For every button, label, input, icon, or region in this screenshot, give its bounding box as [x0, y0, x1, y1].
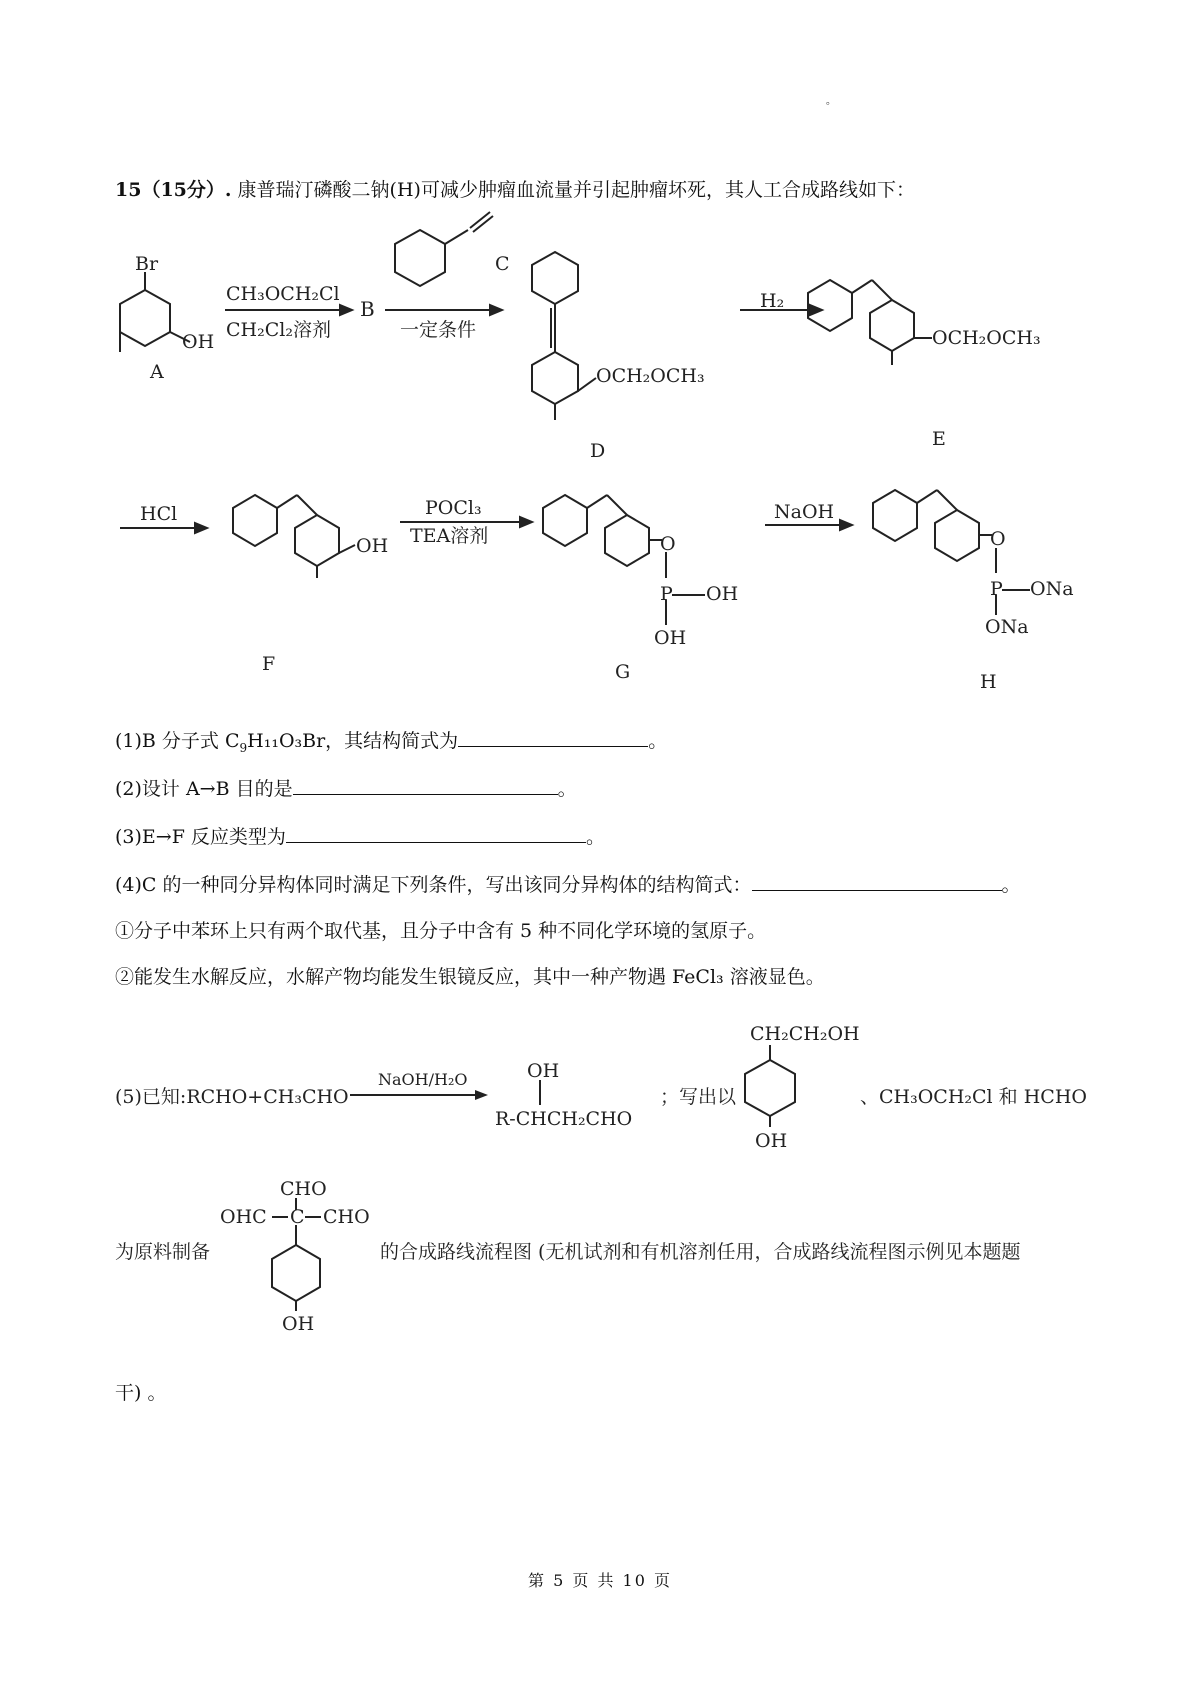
question-number: 15（15分）. [115, 179, 232, 201]
part-3-period: 。 [585, 826, 605, 848]
part-5-end: 干) 。 [115, 1382, 167, 1404]
molecule-f-label: F [262, 653, 276, 675]
step4-reagent: HCl [140, 503, 178, 525]
target-central-c: C [290, 1206, 305, 1228]
target-cho-top: CHO [280, 1178, 327, 1200]
part-1-prefix: (1)B 分子式 C [115, 730, 240, 752]
question-text: 康普瑞汀磷酸二钠(H)可减少肿瘤血流量并引起肿瘤坏死，其人工合成路线如下： [237, 179, 915, 201]
molecule-f-ring-bottom [295, 515, 339, 566]
h-o-label: O [990, 528, 1006, 550]
molecule-d-label: D [590, 440, 606, 462]
g-oh-right: OH [706, 583, 739, 605]
answer-blank-3[interactable] [286, 822, 586, 843]
g-o-label: O [660, 533, 676, 555]
part-4-period: 。 [1001, 874, 1021, 896]
molecule-h-label: H [980, 671, 997, 693]
part-2 [115, 774, 577, 802]
step2-condition: 一定条件 [400, 319, 477, 341]
question-title [115, 175, 915, 202]
answer-blank-2[interactable] [293, 774, 558, 795]
molecule-e-label: E [932, 428, 946, 450]
step5-reagent: POCl₃ [425, 497, 482, 519]
molecule-d-ring-bottom [532, 352, 578, 404]
condition-2: ②能发生水解反应，水解产物均能发生银镜反应，其中一种产物遇 FeCl₃ 溶液显色。 [115, 966, 825, 988]
part-5-tail: 的合成路线流程图 (无机试剂和有机溶剂任用，合成路线流程图示例见本题题 [380, 1241, 1021, 1263]
molecule-a-ring [120, 290, 170, 346]
a-br-label: Br [135, 253, 159, 275]
condition-1: ①分子中苯环上只有两个取代基，且分子中含有 5 种不同化学环境的氢原子。 [115, 920, 767, 942]
part-4 [115, 870, 1021, 898]
molecule-g-ring-bottom [605, 515, 649, 566]
h-p-label: P [990, 578, 1003, 600]
h-ona-right: ONa [1030, 578, 1074, 600]
part-1-text: H₁₁O₃Br，其结构简式为 [247, 730, 459, 752]
part-5-mid: ；写出以 [660, 1086, 737, 1108]
part-5-condition: NaOH/H₂O [378, 1070, 468, 1089]
molecule-c-label: C [495, 253, 510, 275]
part-3 [115, 822, 605, 850]
step1-reagent: CH₃OCH₂Cl [226, 283, 340, 305]
part-2-text: (2)设计 A→B 目的是 [115, 778, 293, 800]
start-material-top: CH₂CH₂OH [750, 1023, 860, 1045]
target-ring [272, 1245, 320, 1301]
part-4-text: (4)C 的一种同分异构体同时满足下列条件，写出该同分异构体的结构简式： [115, 874, 752, 896]
step6-reagent: NaOH [774, 501, 835, 523]
page-dot: 。 [826, 96, 836, 107]
molecule-h-ring-top [873, 490, 917, 541]
part-5-product: R-CHCH₂CHO [495, 1108, 633, 1130]
d-mom-label: OCH₂OCH₃ [596, 365, 705, 387]
molecule-e-ring-bottom [870, 300, 914, 351]
synthesis-scheme [0, 200, 1200, 720]
h-ona-bottom: ONa [985, 616, 1029, 638]
page-footer: 第 5 页 共 10 页 [528, 1571, 672, 1590]
part-5-make: 为原料制备 [115, 1241, 211, 1263]
a-oh-label: OH [182, 331, 215, 353]
target-ohc: OHC [220, 1206, 267, 1228]
molecule-g-label: G [615, 661, 631, 683]
step1-solvent: CH₂Cl₂溶剂 [226, 319, 331, 341]
molecule-d-ring-top [532, 252, 578, 304]
part-1-subscript: 9 [239, 740, 248, 755]
start-material-bottom: OH [755, 1130, 788, 1152]
part-5-figure [0, 1005, 1200, 1335]
f-oh-label: OH [356, 535, 389, 557]
answer-blank-4[interactable] [752, 870, 1002, 891]
target-oh: OH [282, 1313, 315, 1335]
answer-blank-1[interactable] [458, 726, 648, 747]
molecule-e-ring-top [808, 280, 852, 331]
part-5-known: (5)已知:RCHO+CH₃CHO [115, 1086, 349, 1108]
molecule-c-ring [395, 230, 445, 286]
part-5-reagents: 、CH₃OCH₂Cl 和 HCHO [860, 1086, 1087, 1108]
e-mom-label: OCH₂OCH₃ [932, 327, 1041, 349]
molecule-f-ring-top [233, 495, 277, 546]
start-material-ring [745, 1060, 795, 1116]
molecule-g-ring-top [543, 495, 587, 546]
step5-solvent: TEA溶剂 [410, 525, 489, 547]
g-oh-bottom: OH [654, 627, 687, 649]
part-1-period: 。 [648, 730, 668, 752]
molecule-b-label: B [360, 297, 375, 321]
part-5-product-oh: OH [527, 1060, 560, 1082]
part-3-text: (3)E→F 反应类型为 [115, 826, 286, 848]
molecule-h-ring-bottom [935, 510, 979, 561]
g-p-label: P [660, 583, 673, 605]
target-cho-right: CHO [323, 1206, 370, 1228]
part-1 [115, 726, 667, 761]
molecule-a-label: A [150, 361, 164, 383]
step3-reagent: H₂ [760, 290, 785, 312]
part-2-period: 。 [557, 778, 577, 800]
